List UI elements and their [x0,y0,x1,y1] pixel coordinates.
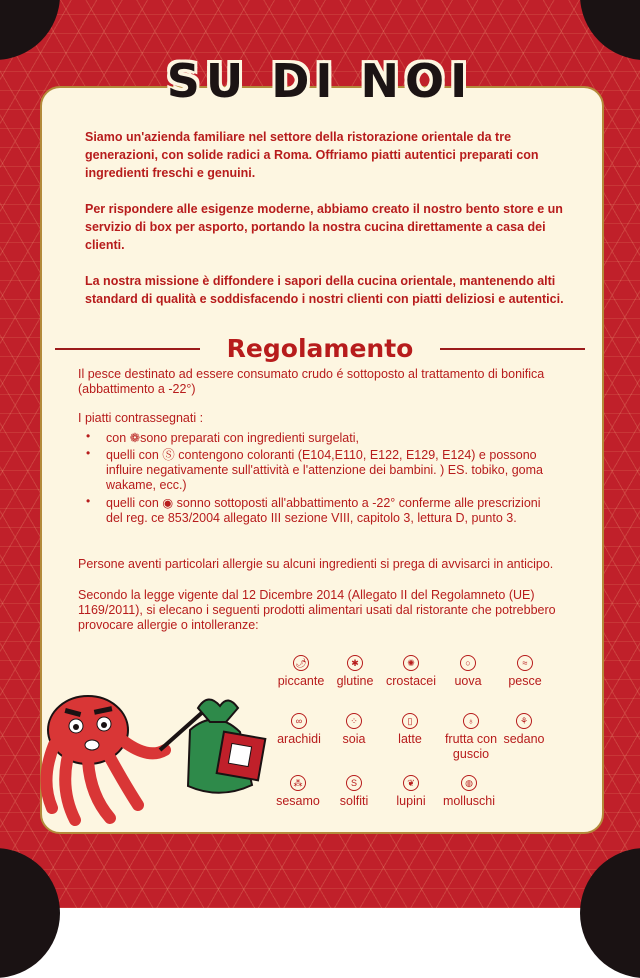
mollusc-icon: ◍ [461,775,477,791]
bullet-dot: • [86,494,91,508]
nut-icon: ♁ [463,713,479,729]
rule-paragraph: Il pesce destinato ad essere consumato crudo é sottoposto al trattamento di bonifica (abbattimento a -22°) [78,367,545,396]
sesame-icon: ⁂ [290,775,306,791]
rule-bullet: con ❁sono preparati con ingredienti surgelati, [106,431,359,445]
crab-icon: ✺ [403,655,419,671]
allergen-item: ◍ molluschi [438,775,500,809]
bullet-dot: • [86,429,91,443]
egg-icon: ○ [460,655,476,671]
allergen-item: ♁ frutta con guscio [437,713,505,762]
allergen-item: S solfiti [330,775,378,809]
lupin-icon: ❦ [403,775,419,791]
allergen-item: ✺ crostacei [382,655,440,689]
allergen-item: 🌶 piccante [270,655,332,689]
fish-icon: ≈ [517,655,533,671]
intro-paragraph: La nostra missione è diffondere i sapori della cucina orientale, mantenendo alti standard di qualità e soddisfacendo i nostri clienti con piatti deliziosi e autentici. [85,274,564,306]
divider [55,348,215,350]
allergen-item: ≈ pesce [500,655,550,689]
divider [425,348,585,350]
chili-icon: 🌶 [293,655,309,671]
allergen-item: ⁂ sesamo [270,775,326,809]
allergen-item: ❦ lupini [388,775,434,809]
allergen-item: ○ uova [448,655,488,689]
allergen-item: ∞ arachidi [270,713,328,747]
page-title: SU DI NOI [166,54,474,108]
bullet-dot: • [86,446,91,460]
rule-bullet: quelli con ◉ sonno sottoposti all'abbattimento a -22° conferme alle prescrizioni del reg. ce 853/2004 allegato III sezione VIII, capitolo 3, lettura D, punto 3. [106,496,541,525]
rule-bullet: quelli con Ⓢ contengono coloranti (E104,E110, E122, E129, E124) e possono influire negativamente sull'attività e l'attenzione dei bambini. ) ES. tobiko, goma wakame, ecc.) [106,448,543,492]
allergen-item: ✱ glutine [330,655,380,689]
rule-paragraph: Persone aventi particolari allergie su alcuni ingredienti si prega di avvisarci in anticipo. [78,557,554,571]
sulfite-icon: S [346,775,362,791]
section-heading: Regolamento [200,333,440,365]
rule-paragraph: I piatti contrassegnati : [78,411,204,425]
intro-paragraph: Per rispondere alle esigenze moderne, abbiamo creato il nostro bento store e un servizio di box per asporto, portando la nostra cucina direttamente a casa dei clienti. [85,202,563,252]
octopus-mascot-illustration [30,690,275,830]
allergen-item: ⁘ soia [336,713,372,747]
intro-paragraph: Siamo un'azienda familiare nel settore della ristorazione orientale da tre generazioni, con solide radici a Roma. Offriamo piatti autentici preparati con ingredienti freschi e genuini. [85,130,539,180]
wheat-icon: ✱ [347,655,363,671]
rule-paragraph: Secondo la legge vigente dal 12 Dicembre 2014 (Allegato II del Regolamneto (UE) 1169/2011), si elecano i seguenti prodotti alimentari usati dal ristorante che potrebbero provocare allergie o intolleranze: [78,588,556,632]
soy-icon: ⁘ [346,713,362,729]
celery-icon: ⚘ [516,713,532,729]
milk-icon: ▯ [402,713,418,729]
allergen-item: ▯ latte [390,713,430,747]
peanut-icon: ∞ [291,713,307,729]
allergen-item: ⚘ sedano [500,713,548,747]
